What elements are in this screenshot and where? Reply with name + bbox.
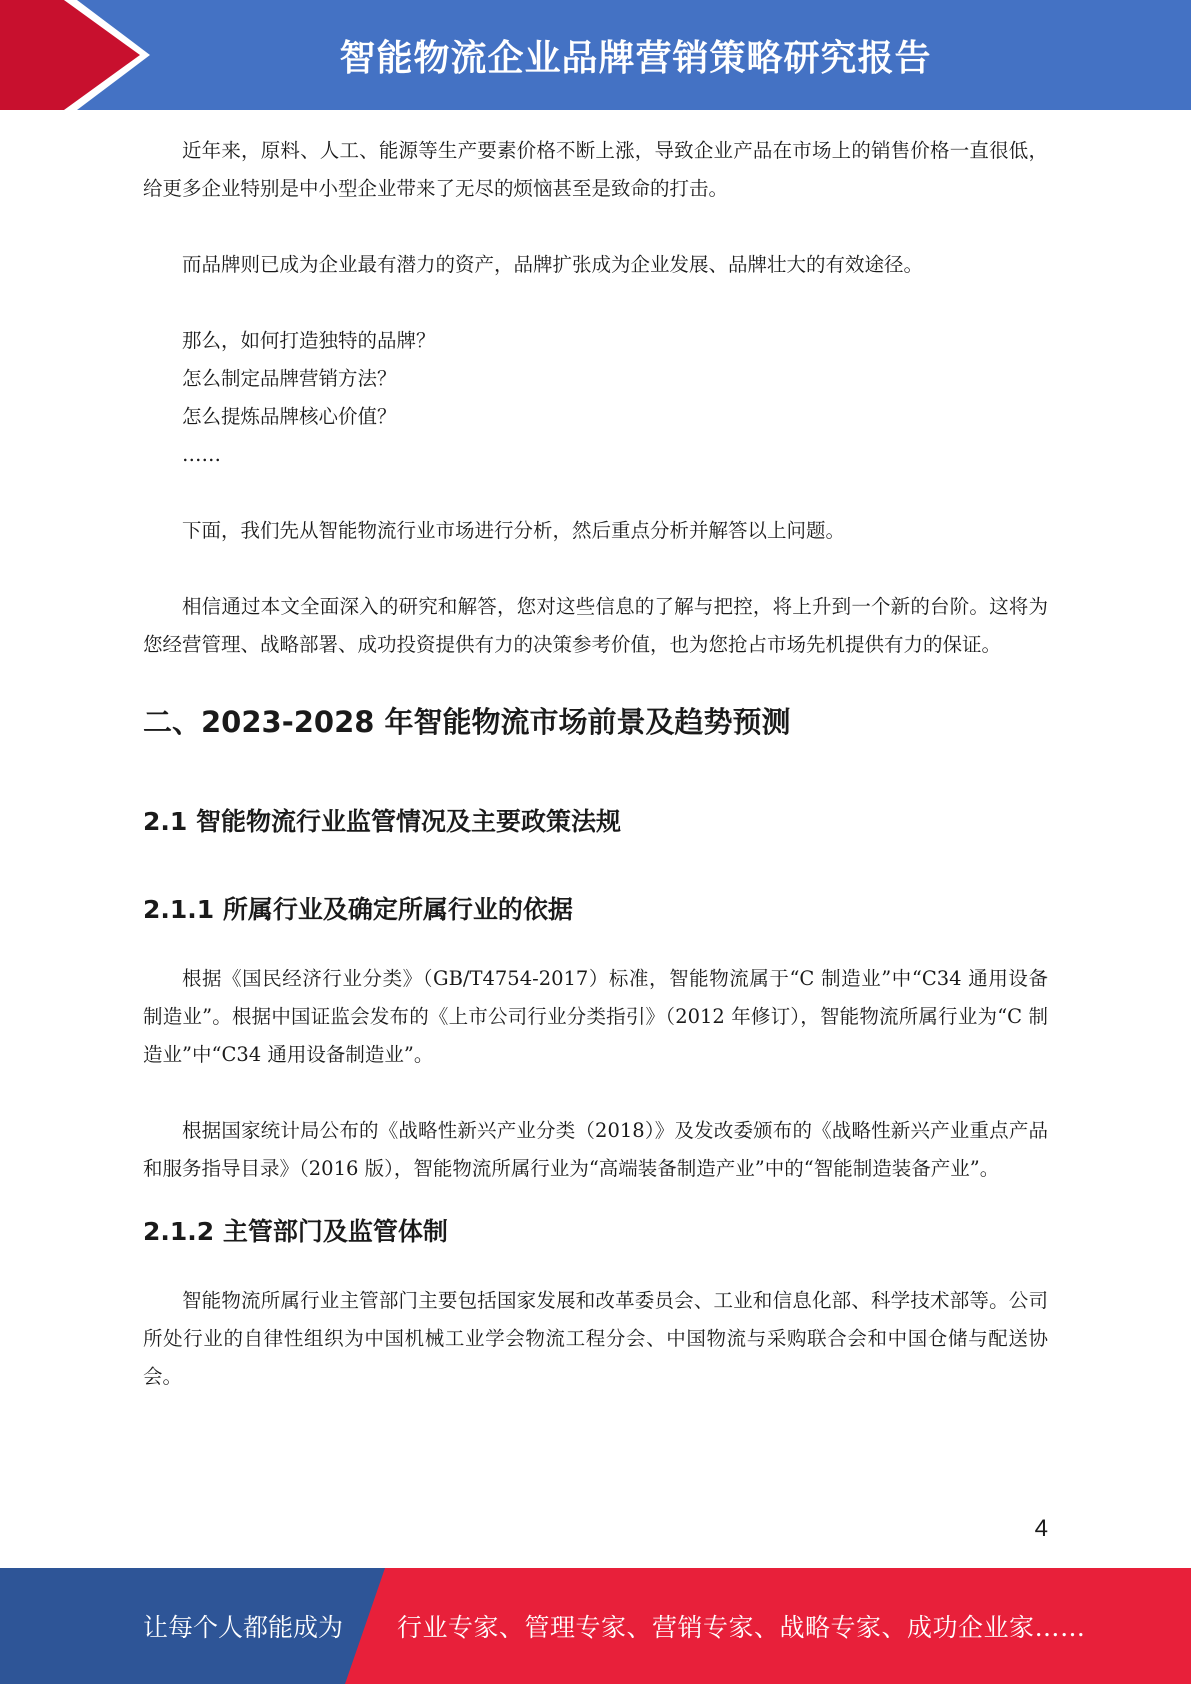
header-banner — [0, 0, 1191, 110]
subsection-heading-2-1: 2.1 智能物流行业监管情况及主要政策法规 — [143, 807, 621, 836]
intro-paragraph-1: 近年来，原料、人工、能源等生产要素价格不断上涨，导致企业产品在市场上的销售价格一直很低，给更多企业特别是中小型企业带来了无尽的烦恼甚至是致命的打击。 — [143, 139, 1048, 200]
footer-banner — [0, 1568, 1191, 1684]
question-line: 怎么制定品牌营销方法？ — [182, 367, 397, 390]
paragraph-2-1-1-b: 根据国家统计局公布的《战略性新兴产业分类（2018）》及发改委颁布的《战略性新兴产业重点产品和服务指导目录》（2016 版），智能物流所属行业为“高端装备制造产业”中的“智能制造装备产业”。 — [143, 1119, 1048, 1180]
subsection-heading-2-1-1: 2.1.1 所属行业及确定所属行业的依据 — [143, 895, 573, 924]
report-title: 智能物流企业品牌营销策略研究报告 — [339, 37, 932, 79]
intro-paragraph-4: 相信通过本文全面深入的研究和解答，您对这些信息的了解与把控，将上升到一个新的台阶。这将为您经营管理、战略部署、成功投资提供有力的决策参考价值，也为您抢占市场先机提供有力的保证。 — [143, 595, 1048, 656]
question-line: 那么，如何打造独特的品牌？ — [182, 329, 436, 352]
chevron-arrow-icon — [0, 0, 150, 110]
paragraph-2-1-1-a: 根据《国民经济行业分类》（GB/T4754-2017）标准，智能物流属于“C 制造业”中“C34 通用设备制造业”。根据中国证监会发布的《上市公司行业分类指引》（2012 年修订），智能物流所属行业为“C 制造业”中“C34 通用设备制造业”。 — [143, 967, 1048, 1066]
footer-slogan-left: 让每个人都能成为 — [143, 1613, 344, 1642]
ellipsis-line: …… — [182, 443, 221, 466]
subsection-heading-2-1-2: 2.1.2 主管部门及监管体制 — [143, 1217, 448, 1246]
footer-slogan-right: 行业专家、管理专家、营销专家、战略专家、成功企业家…… — [397, 1613, 1086, 1642]
page-number: 4 — [1034, 1515, 1048, 1542]
question-line: 怎么提炼品牌核心价值？ — [182, 405, 397, 428]
intro-paragraph-3: 下面，我们先从智能物流行业市场进行分析，然后重点分析并解答以上问题。 — [182, 519, 846, 542]
section-heading: 二、2023-2028 年智能物流市场前景及趋势预测 — [143, 705, 791, 739]
paragraph-2-1-2: 智能物流所属行业主管部门主要包括国家发展和改革委员会、工业和信息化部、科学技术部等。公司所处行业的自律性组织为中国机械工业学会物流工程分会、中国物流与采购联合会和中国仓储与配送协会。 — [143, 1289, 1048, 1388]
intro-paragraph-2: 而品牌则已成为企业最有潜力的资产，品牌扩张成为企业发展、品牌壮大的有效途径。 — [182, 253, 924, 276]
page-body — [143, 132, 1048, 1396]
